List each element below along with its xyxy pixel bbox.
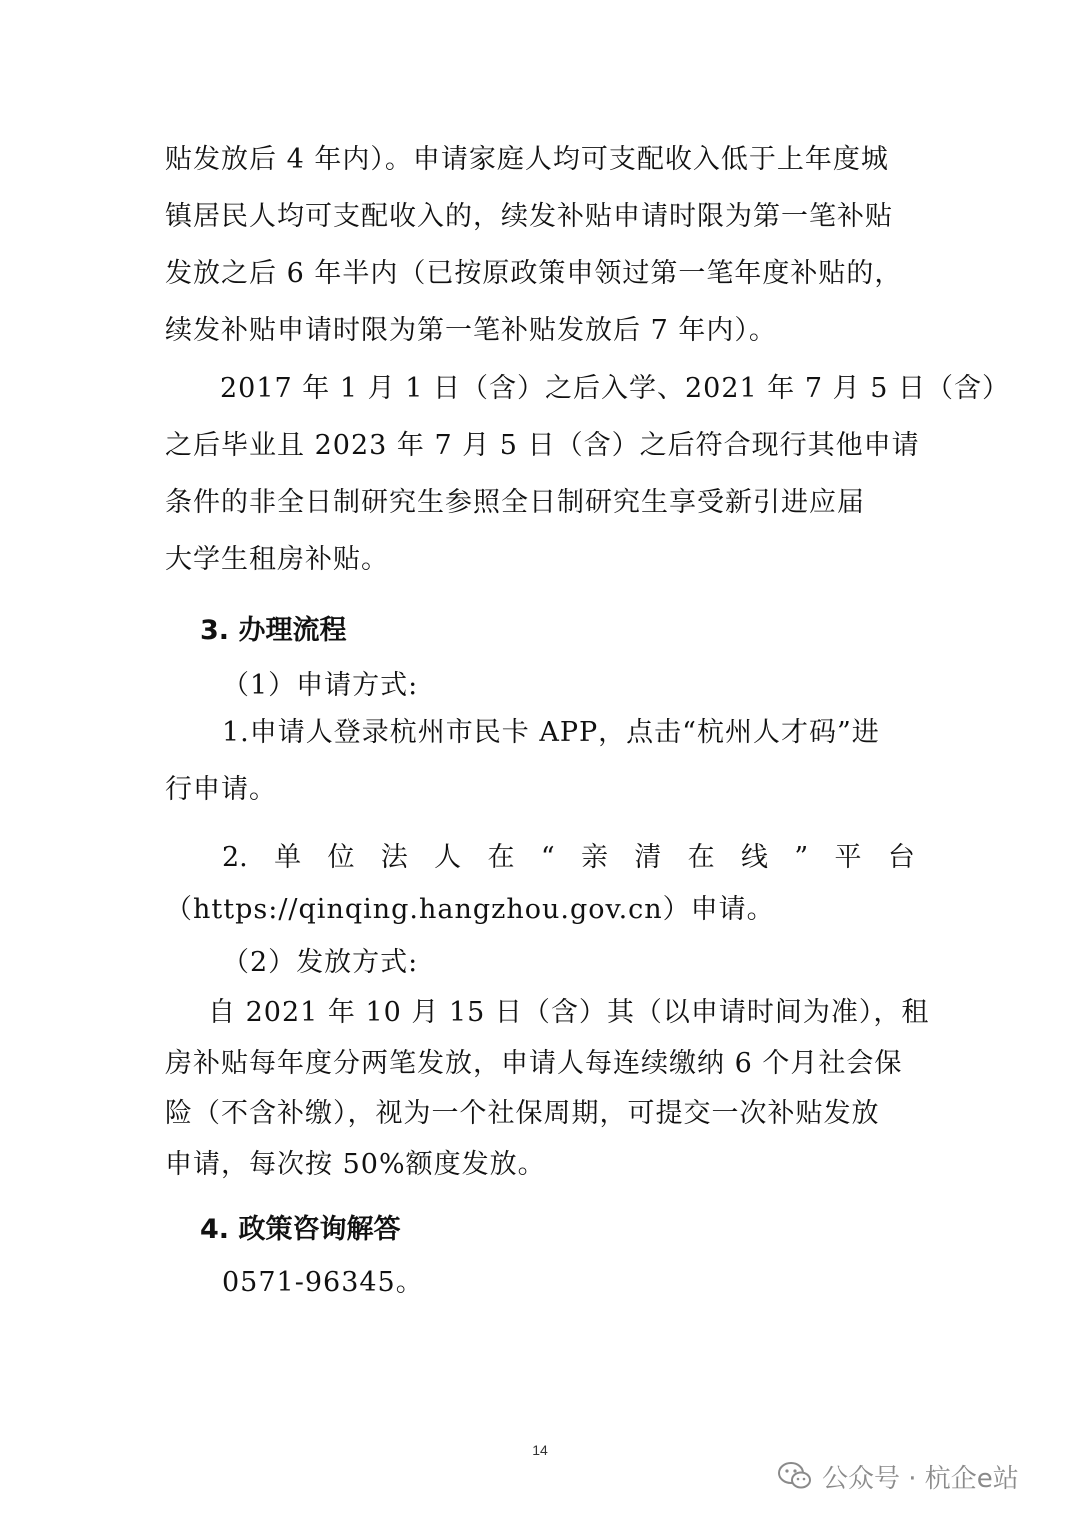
- apply-item-2-line-2: （https://qinqing.hangzhou.gov.cn）申请。: [165, 894, 775, 925]
- consult-phone: 0571-96345。: [222, 1267, 424, 1298]
- apply-item-2-line-1: [222, 838, 915, 878]
- apply-method-heading: （1）申请方式:: [222, 670, 419, 701]
- apply-item-2-word: 单: [274, 842, 302, 873]
- body-line-5: 2017 年 1 月 1 日（含）之后入学、2021 年 7 月 5 日（含）: [220, 373, 1010, 404]
- apply-item-2-word: ”: [794, 842, 809, 873]
- apply-item-2-word: “: [540, 842, 555, 873]
- payout-line-3: 险（不含补缴），视为一个社保周期，可提交一次补贴发放: [165, 1098, 880, 1129]
- body-line-1: 贴发放后 4 年内）。申请家庭人均可支配收入低于上年度城: [165, 144, 889, 175]
- payout-method-heading: （2）发放方式:: [222, 947, 419, 978]
- body-line-8: 大学生租房补贴。: [165, 544, 389, 575]
- apply-item-2-word: 亲: [580, 842, 608, 873]
- apply-item-2-word: 法: [380, 842, 408, 873]
- apply-item-1-line-2: 行申请。: [165, 774, 277, 805]
- body-line-7: 条件的非全日制研究生参照全日制研究生享受新引进应届: [165, 487, 865, 518]
- apply-item-2-word: 台: [887, 842, 915, 873]
- section-4-heading: 4. 政策咨询解答: [200, 1214, 401, 1245]
- apply-item-2-word: 线: [741, 842, 769, 873]
- apply-item-2-word: 位: [327, 842, 355, 873]
- apply-item-2-word: 在: [687, 842, 715, 873]
- apply-item-2-word: 人: [434, 842, 462, 873]
- watermark-text: 公众号 · 杭企e站: [822, 1463, 1019, 1494]
- section-3-heading: 3. 办理流程: [200, 615, 347, 646]
- page-number: 14: [532, 1442, 548, 1458]
- body-line-6: 之后毕业且 2023 年 7 月 5 日（含）之后符合现行其他申请: [165, 430, 920, 461]
- apply-item-2-word: 2.: [222, 842, 248, 873]
- apply-item-2-word: 清: [634, 842, 662, 873]
- body-line-4: 续发补贴申请时限为第一笔补贴发放后 7 年内）。: [165, 315, 777, 346]
- payout-line-1: 自 2021 年 10 月 15 日（含）其（以申请时间为准），租: [208, 997, 930, 1028]
- apply-item-1-line-1: 1.申请人登录杭州市民卡 APP，点击“杭州人才码”进: [222, 717, 880, 748]
- body-line-2: 镇居民人均可支配收入的，续发补贴申请时限为第一笔补贴: [165, 201, 893, 232]
- watermark: [778, 1454, 1019, 1498]
- payout-line-4: 申请，每次按 50%额度发放。: [165, 1149, 546, 1180]
- apply-item-2-word: 在: [487, 842, 515, 873]
- wechat-icon: [778, 1461, 812, 1491]
- body-line-3: 发放之后 6 年半内（已按原政策申领过第一笔年度补贴的，: [165, 258, 903, 289]
- apply-item-2-word: 平: [834, 842, 862, 873]
- payout-line-2: 房补贴每年度分两笔发放，申请人每连续缴纳 6 个月社会保: [165, 1048, 903, 1079]
